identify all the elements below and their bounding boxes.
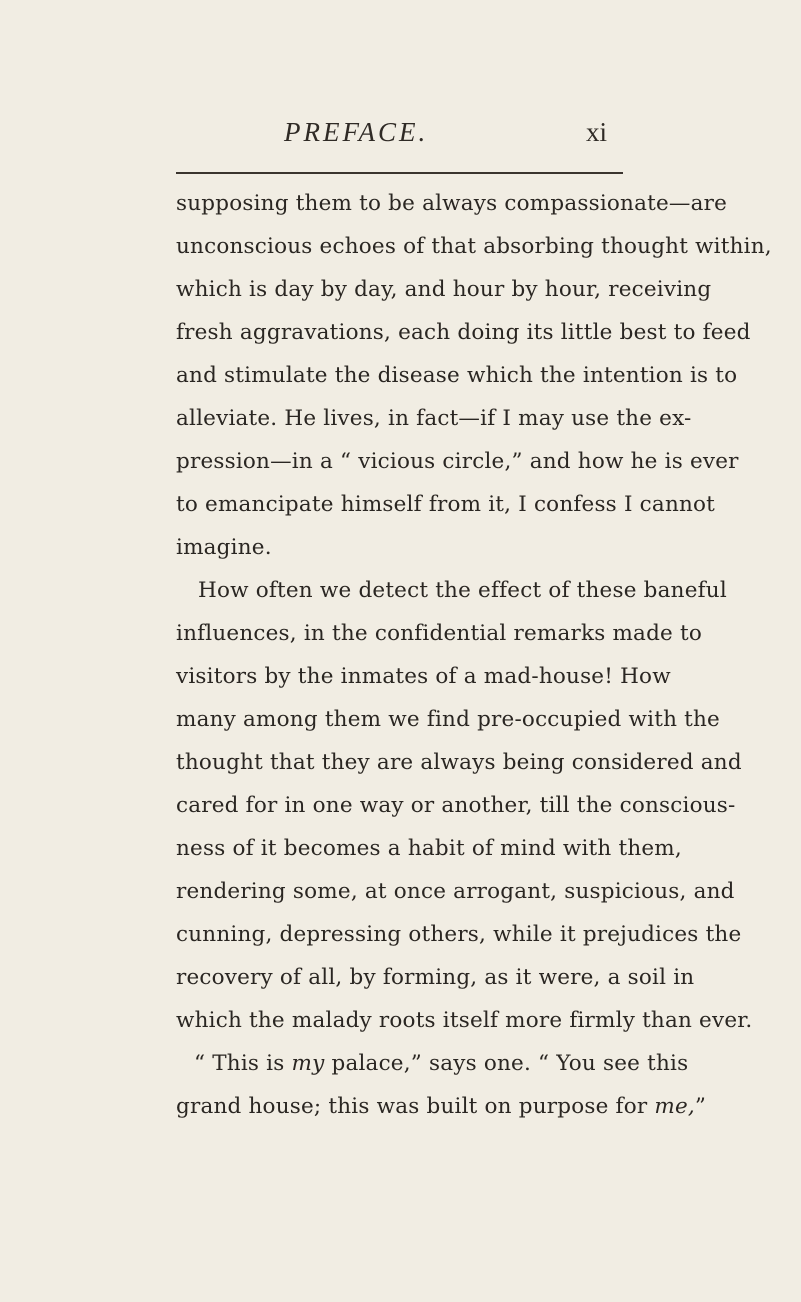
text-line: rendering some, at once arrogant, suspicious, and <box>176 879 735 904</box>
text-line: cared for in one way or another, till the conscious- <box>176 793 736 818</box>
paragraph-start-line: How often we detect the effect of these baneful <box>198 578 727 603</box>
quote-text: palace,” says one. “ You see this <box>324 1051 689 1076</box>
text-line: which the malady roots itself more firmly than ever. <box>176 1008 753 1033</box>
text-line: supposing them to be always compassionate—are <box>176 191 727 216</box>
text-line: unconscious echoes of that absorbing thought within, <box>176 234 772 259</box>
quote-line <box>176 1042 689 1085</box>
page-number: xi <box>586 117 608 147</box>
quote-text: ” <box>694 1094 707 1119</box>
text-line: alleviate. He lives, in fact—if I may use the ex- <box>176 406 692 431</box>
header-rule <box>176 172 623 174</box>
quote-text: “ This is <box>194 1051 292 1076</box>
text-line: influences, in the confidential remarks made to <box>176 621 702 646</box>
text-line: which is day by day, and hour by hour, receiving <box>176 277 712 302</box>
text-line: imagine. <box>176 535 272 560</box>
emphasis-text: me, <box>654 1094 695 1119</box>
text-line: cunning, depressing others, while it prejudices the <box>176 922 742 947</box>
text-line: ness of it becomes a habit of mind with them, <box>176 836 682 861</box>
quote-line <box>176 1085 707 1128</box>
emphasis-text: my <box>291 1051 325 1076</box>
text-line: recovery of all, by forming, as it were, a soil in <box>176 965 695 990</box>
page-header <box>0 117 801 157</box>
text-line: thought that they are always being considered and <box>176 750 742 775</box>
quote-text: grand house; this was built on purpose for <box>176 1094 655 1119</box>
text-line: many among them we find pre-occupied with the <box>176 707 720 732</box>
text-line: pression—in a “ vicious circle,” and how he is ever <box>176 449 739 474</box>
text-line: fresh aggravations, each doing its little best to feed <box>176 320 751 345</box>
text-line: visitors by the inmates of a mad-house! How <box>176 664 671 689</box>
body-text <box>176 182 772 1128</box>
text-line: to emancipate himself from it, I confess I cannot <box>176 492 716 517</box>
text-line: and stimulate the disease which the intention is to <box>176 363 738 388</box>
running-head: PREFACE. <box>284 117 429 147</box>
